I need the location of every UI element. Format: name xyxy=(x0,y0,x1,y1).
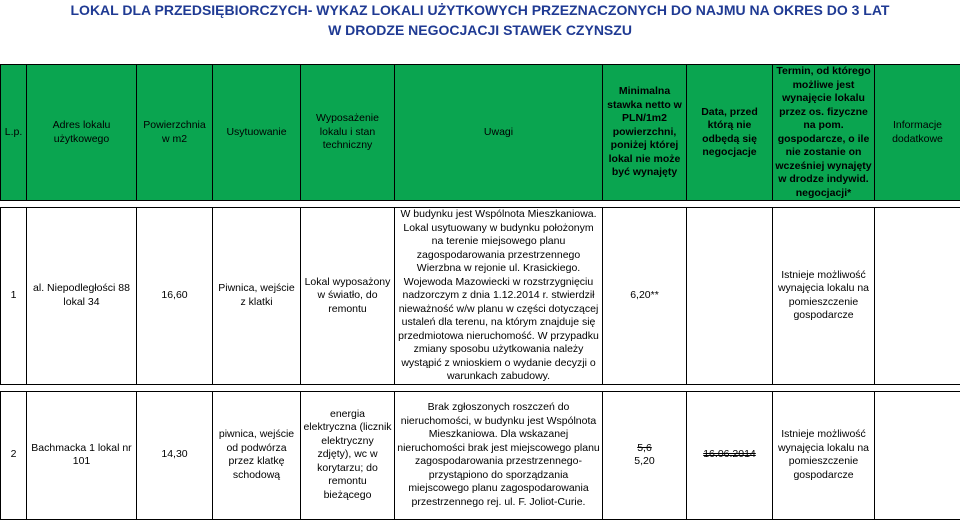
header-row xyxy=(1,65,960,201)
cell-address: Bachmacka 1 lokal nr 101 xyxy=(27,391,137,519)
header-info: Informacje dodatkowe xyxy=(875,65,960,201)
cell-min-rate: 6,20** xyxy=(603,208,687,385)
spacer-cell xyxy=(1,384,960,391)
table-row xyxy=(1,391,960,519)
cell-remarks: W budynku jest Wspólnota Mieszkaniowa. Lokal usytuowany w budynku położonym na terenie miejsowego planu zagospodarowania przestrzennego Wierzbna w rejonie ul. Krasickiego. Wojewoda Mazowiecki w rozstrzygnięciu nadzorczym z dnia 1.12.2014 r. stwierdził nieważność w/w planu w części dotyczącej ustaleń dla terenu, na którym znajduje się przedmiotowa nieruchomość. W przypadku zmiany sposobu użytkowania należy wystąpić z wnioskiem o wydanie decyzji o warunkach zabudowy. xyxy=(395,208,603,385)
cell-remarks: Brak zgłoszonych roszczeń do nieruchomości, w budynku jest Wspólnota Mieszkaniowa. Dla wskazanej nieruchomości brak jest miejscowego planu zagospodarowania przestrzennego- przystąpiono do sporządzania miejscowego planu zagospodarowania przestrzennego rej. ul. F. Joliot-Curie. xyxy=(395,391,603,519)
cell-address: al. Niepodległości 88 lokal 34 xyxy=(27,208,137,385)
negotiation-date-value: 16.06.2014 xyxy=(703,448,756,460)
spacer-row xyxy=(1,384,960,391)
cell-lp: 2 xyxy=(1,391,27,519)
header-negotiation-date: Data, przed którą nie odbędą się negocjacje xyxy=(687,65,773,201)
cell-area: 16,60 xyxy=(137,208,213,385)
header-remarks: Uwagi xyxy=(395,65,603,201)
cell-usage: piwnica, wejście od podwórza przez klatkę schodową xyxy=(213,391,301,519)
spacer-cell xyxy=(1,201,960,208)
page-subtitle: W DRODZE NEGOCJACJI STAWEK CZYNSZU xyxy=(0,20,960,40)
cell-negotiation-date xyxy=(687,391,773,519)
cell-min-rate xyxy=(603,391,687,519)
cell-equipment: energia elektryczna (licznik elektryczny zdjęty), wc w korytarzu; do remontu bieżącego xyxy=(301,391,395,519)
cell-equipment: Lokal wyposażony w światło, do remontu xyxy=(301,208,395,385)
header-equipment: Wyposażenie lokalu i stan techniczny xyxy=(301,65,395,201)
header-deadline: Termin, od którego możliwe jest wynajęcie lokalu przez os. fizyczne na pom. gospodarcze, o ile nie zostanie on wcześniej wynajęty w drodze indywid. negocjacji* xyxy=(773,65,875,201)
page-title: LOKAL DLA PRZEDSIĘBIORCZYCH- WYKAZ LOKALI UŻYTKOWYCH PRZEZNACZONYCH DO NAJMU NA OKRES DO 3 LAT xyxy=(0,0,960,20)
cell-info xyxy=(875,208,960,385)
cell-deadline: Istnieje możliwość wynajęcia lokalu na pomieszczenie gospodarcze xyxy=(773,391,875,519)
header-address: Adres lokalu użytkowego xyxy=(27,65,137,201)
header-lp: L.p. xyxy=(1,65,27,201)
spacer-row xyxy=(1,201,960,208)
listing-table xyxy=(0,64,960,520)
cell-usage: Piwnica, wejście z klatki xyxy=(213,208,301,385)
header-usage: Usytuowanie xyxy=(213,65,301,201)
cell-info xyxy=(875,391,960,519)
old-min-rate: 5,6 xyxy=(605,442,684,456)
header-min-rate: Minimalna stawka netto w PLN/1m2 powierzchni, poniżej której lokal nie może być wynajęty xyxy=(603,65,687,201)
cell-negotiation-date xyxy=(687,208,773,385)
cell-deadline: Istnieje możliwość wynajęcia lokalu na pomieszczenie gospodarcze xyxy=(773,208,875,385)
page-title-block xyxy=(0,0,960,44)
cell-area: 14,30 xyxy=(137,391,213,519)
table-row xyxy=(1,208,960,385)
new-min-rate: 5,20 xyxy=(605,455,684,469)
header-area: Powierzchnia w m2 xyxy=(137,65,213,201)
cell-lp: 1 xyxy=(1,208,27,385)
